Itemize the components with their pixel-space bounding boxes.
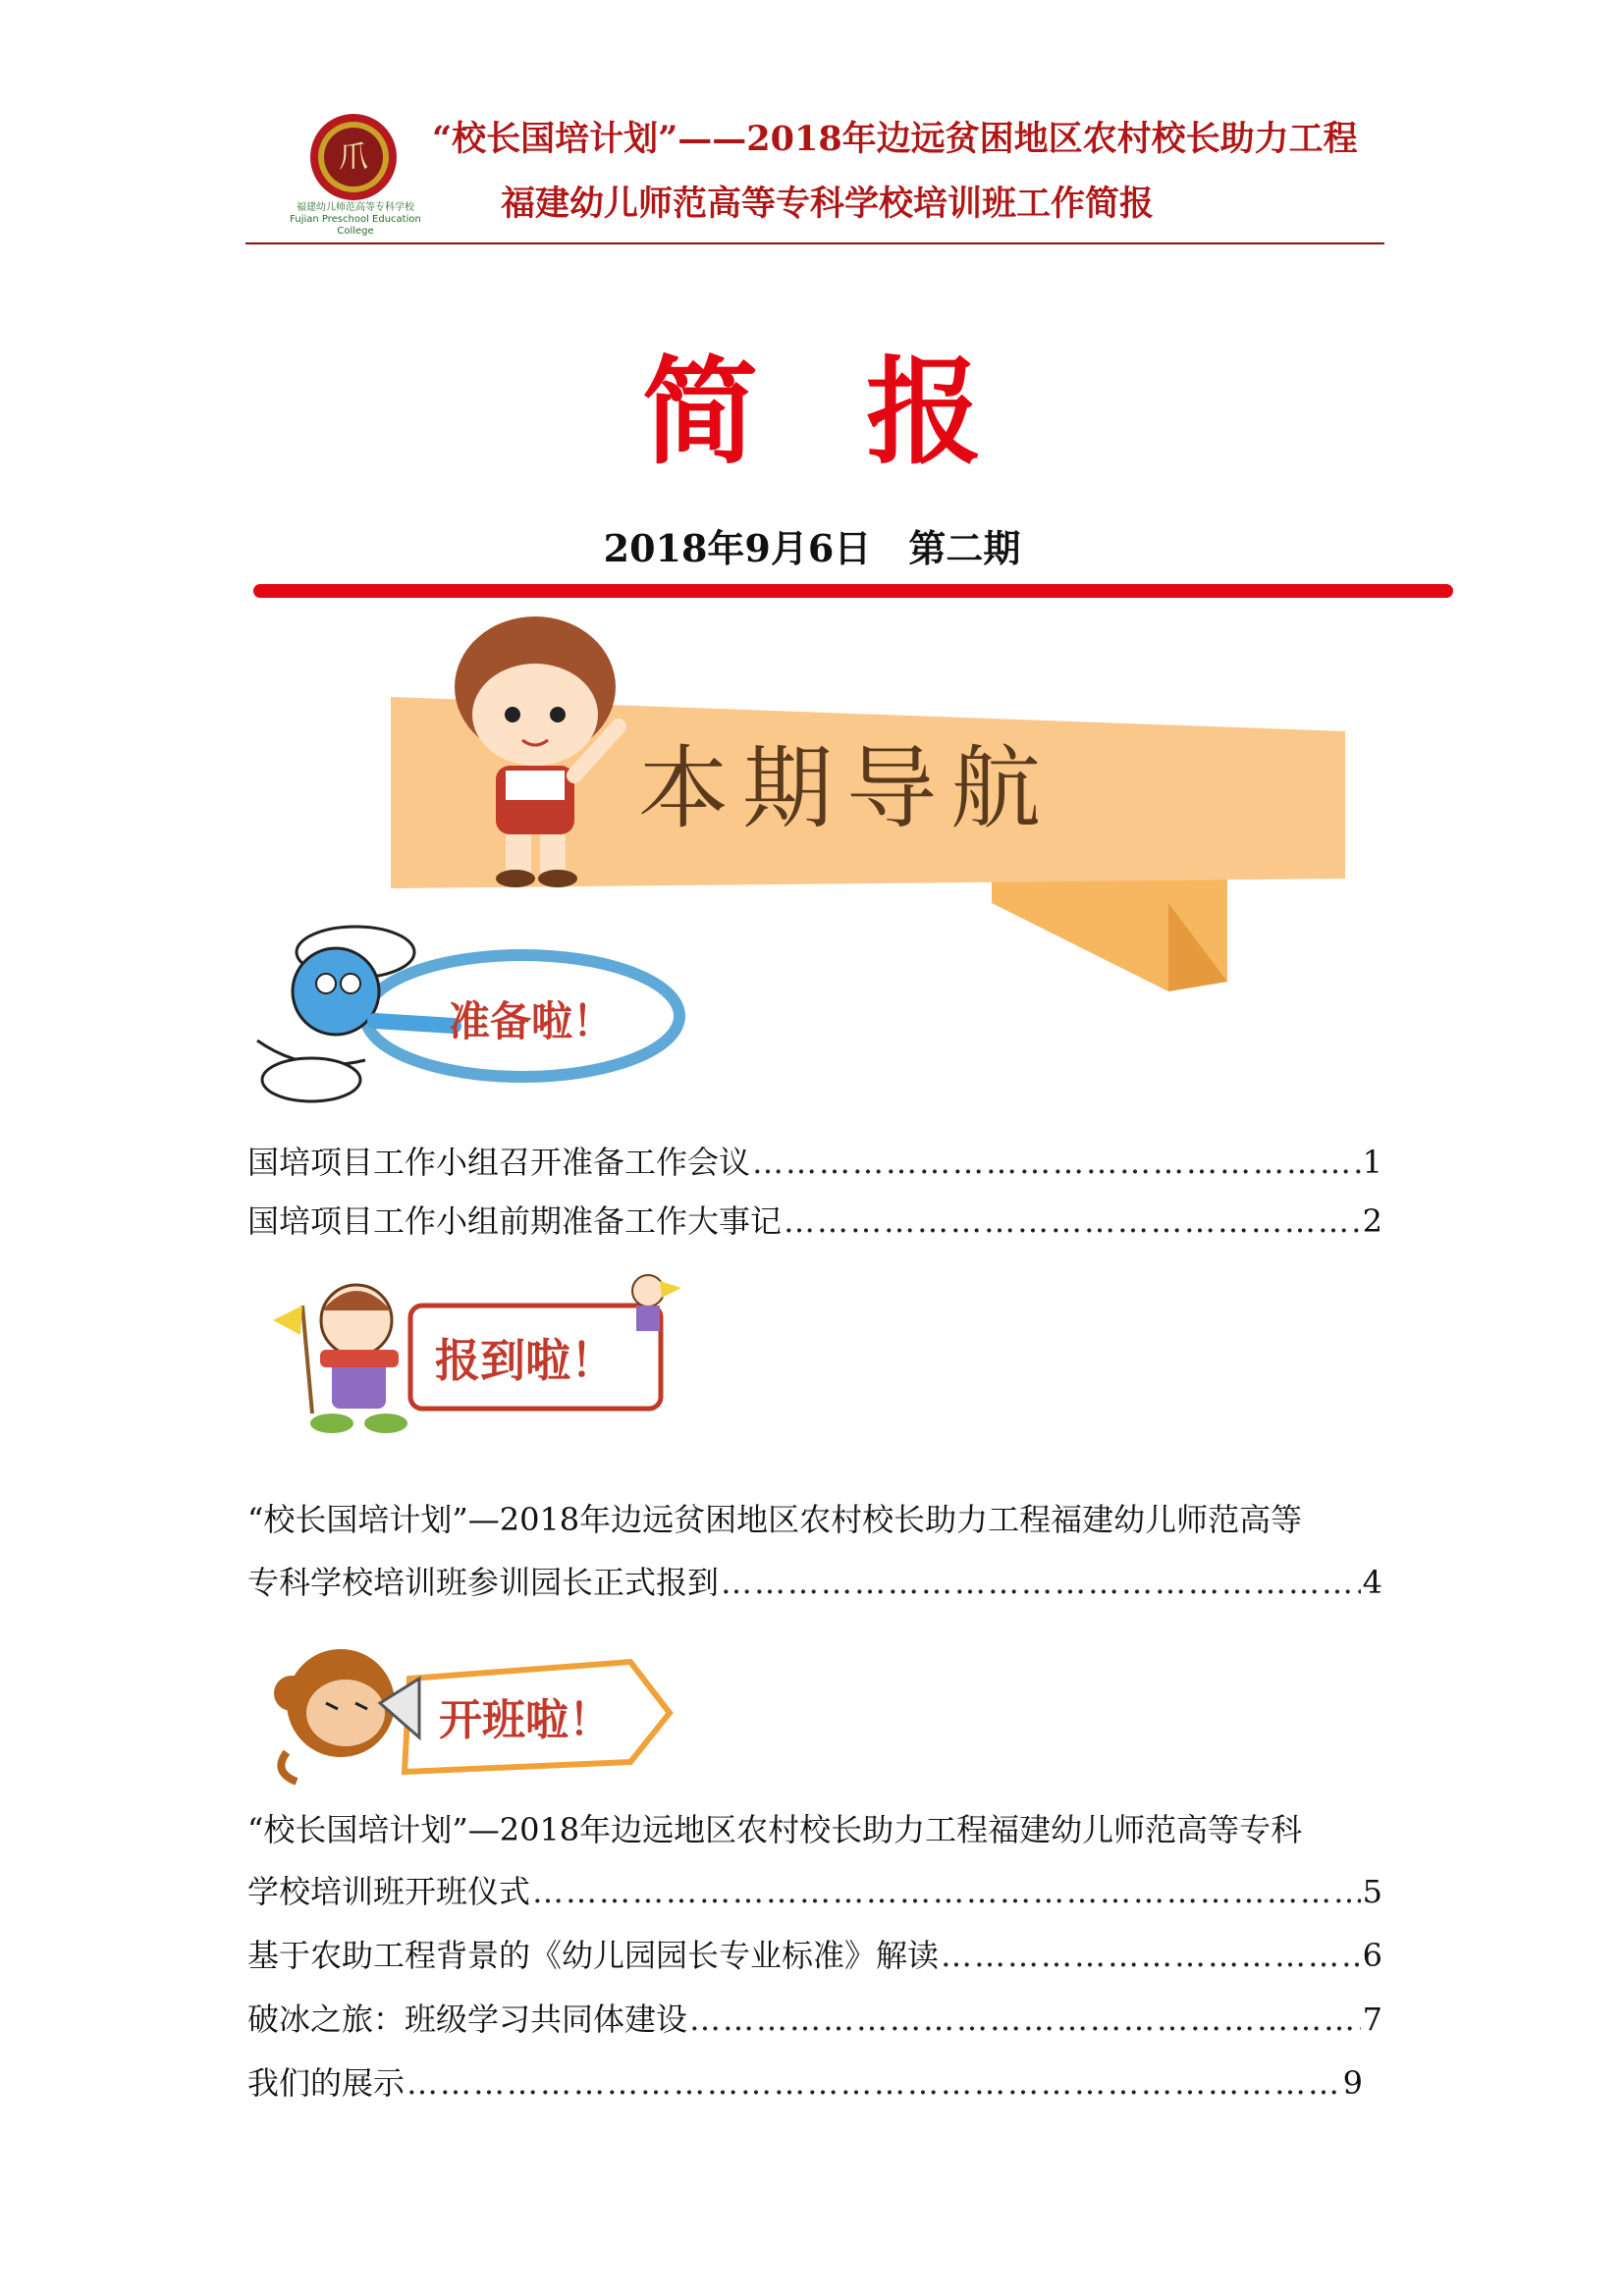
toc-leader [721,1561,1361,1604]
logo-caption-en: Fujian Preschool Education College [290,214,421,237]
toc-leader [784,1200,1361,1243]
section-badge-checkin [263,1266,695,1463]
toc-leader [752,1141,1361,1184]
toc-entry[interactable] [247,2061,1363,2105]
badge-label: 报到啦！ [435,1334,616,1387]
toc-entry[interactable] [247,1998,1382,2041]
toc-entry[interactable] [247,1870,1382,1913]
monkey-with-megaphone-icon [274,1649,419,1782]
banner-label: 本期导航 [638,736,1056,841]
toc-leader [941,1934,1361,1977]
toc-entry-title: 我们的展示 [247,2064,406,2102]
toc-entry-title: 学校培训班开班仪式 [247,1873,531,1910]
toc-entry-title: 专科学校培训班参训园长正式报到 [247,1564,720,1601]
toc-page-number: 7 [1362,2001,1382,2038]
toc-entry[interactable] [247,1141,1382,1184]
badge-label: 开班啦！ [439,1695,612,1745]
toc-entry-title: 基于农助工程背景的《幼儿园园长专业标准》解读 [247,1937,940,1974]
toc-page-number: 2 [1362,1202,1382,1240]
toc-leader [689,1998,1361,2041]
logo-caption [279,202,432,238]
toc-entry-title: 破冰之旅：班级学习共同体建设 [247,2001,688,2038]
toc-page-number: 6 [1362,1937,1382,1974]
title-divider [253,584,1453,598]
toc-entry[interactable] [247,1561,1382,1604]
toc-entry[interactable] [247,1934,1382,1977]
toc-entry-lead: “校长国培计划”—2018年边远地区农村校长助力工程福建幼儿师范高等专科 [247,1811,1303,1848]
toc-leader [532,1870,1361,1913]
toc-entry[interactable] [247,1200,1382,1243]
toc-entry-lead: “校长国培计划”—2018年边远贫困地区农村校长助力工程福建幼儿师范高等 [247,1501,1303,1538]
badge-label: 准备啦！ [449,997,615,1045]
header-line-1: “校长国培计划”——2018年边远贫困地区农村校长助力工程 [432,119,1358,159]
page-title: 简报 [641,345,1090,480]
logo-caption-cn: 福建幼儿师范高等专科学校 [297,202,414,213]
section-badge-preparing [228,913,689,1119]
boy-with-flag-icon [273,1285,407,1433]
svg-text:爪: 爪 [339,140,368,175]
toc-leader [406,2061,1341,2105]
small-boy-icon [632,1275,681,1331]
toc-page-number: 4 [1362,1564,1382,1601]
issue-date: 2018年9月6日 第二期 [603,526,1021,570]
toc-entry-title: 国培项目工作小组前期准备工作大事记 [247,1202,783,1240]
toc-entry-title: 国培项目工作小组召开准备工作会议 [247,1144,751,1181]
section-badge-opening [257,1625,689,1796]
toc-page-number: 9 [1342,2064,1363,2102]
header-line-2: 福建幼儿师范高等专科学校培训班工作简报 [501,184,1155,224]
toc-page-number: 1 [1362,1144,1382,1181]
header-divider [245,242,1384,244]
toc-page-number: 5 [1362,1873,1382,1910]
